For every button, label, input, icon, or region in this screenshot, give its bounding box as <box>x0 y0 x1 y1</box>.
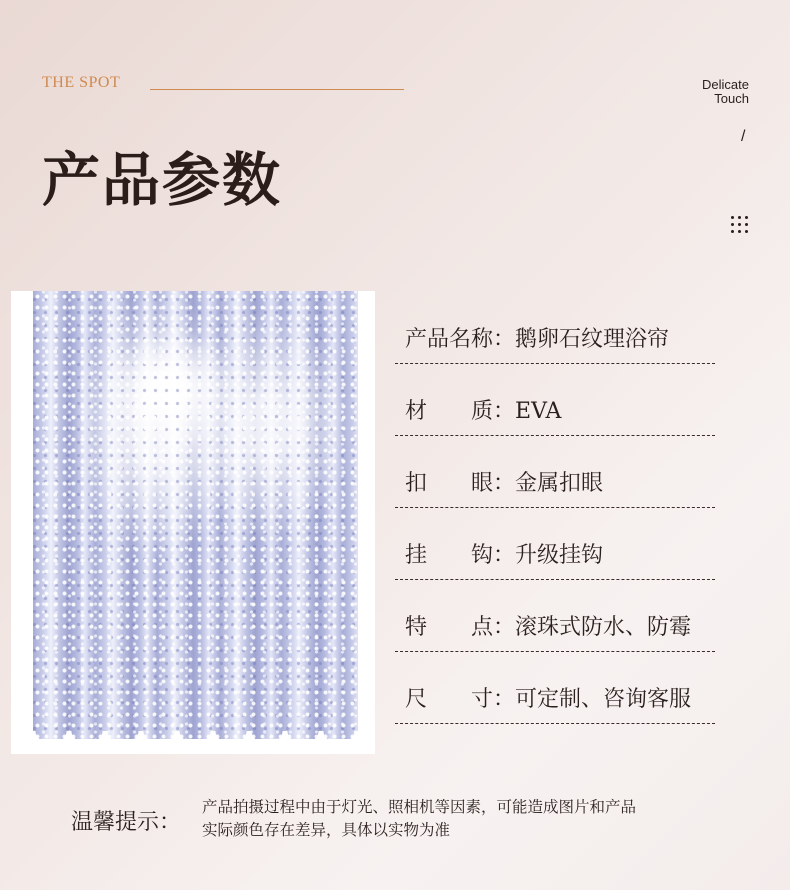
spec-value: 金属扣眼 <box>515 471 604 496</box>
spec-row-size <box>395 678 715 750</box>
spec-label: 特 点： <box>405 615 516 640</box>
spec-row-feature <box>395 606 715 678</box>
tip-label: 温馨提示： <box>71 810 182 835</box>
tip-text <box>202 796 722 842</box>
spec-label: 挂 钩： <box>405 543 516 568</box>
dashed-divider <box>395 651 715 652</box>
tagline-line-2: Touch <box>714 91 749 106</box>
tagline <box>702 78 749 106</box>
spec-label: 产品名称： <box>405 327 516 352</box>
spec-value: EVA <box>515 399 562 424</box>
spec-label: 材 质： <box>405 399 516 424</box>
eyebrow-label: THE SPOT <box>42 74 121 91</box>
dashed-divider <box>395 363 715 364</box>
tip-line-1: 产品拍摄过程中由于灯光、照相机等因素，可能造成图片和产品 <box>202 798 637 816</box>
dashed-divider <box>395 579 715 580</box>
spec-value: 鹅卵石纹理浴帘 <box>515 327 670 352</box>
spec-list <box>395 318 715 750</box>
tip-line-2: 实际颜色存在差异，具体以实物为准 <box>202 821 451 839</box>
spec-row-material <box>395 390 715 462</box>
shower-curtain-image <box>33 291 358 739</box>
page-title: 产品参数 <box>42 146 283 214</box>
spec-row-grommet <box>395 462 715 534</box>
eyebrow-rule <box>150 89 404 90</box>
product-photo <box>11 291 375 754</box>
spec-row-hook <box>395 534 715 606</box>
slash-mark: / <box>741 128 746 145</box>
dashed-divider <box>395 435 715 436</box>
dots-grid-icon <box>731 216 749 234</box>
spec-value: 升级挂钩 <box>515 543 604 568</box>
spec-row-name <box>395 318 715 390</box>
spec-label: 尺 寸： <box>405 687 516 712</box>
dashed-divider <box>395 723 715 724</box>
spec-value: 滚珠式防水、防霉 <box>515 615 692 640</box>
spec-value: 可定制、咨询客服 <box>515 687 692 712</box>
dashed-divider <box>395 507 715 508</box>
spec-label: 扣 眼： <box>405 471 516 496</box>
tagline-line-1: Delicate <box>702 77 749 92</box>
